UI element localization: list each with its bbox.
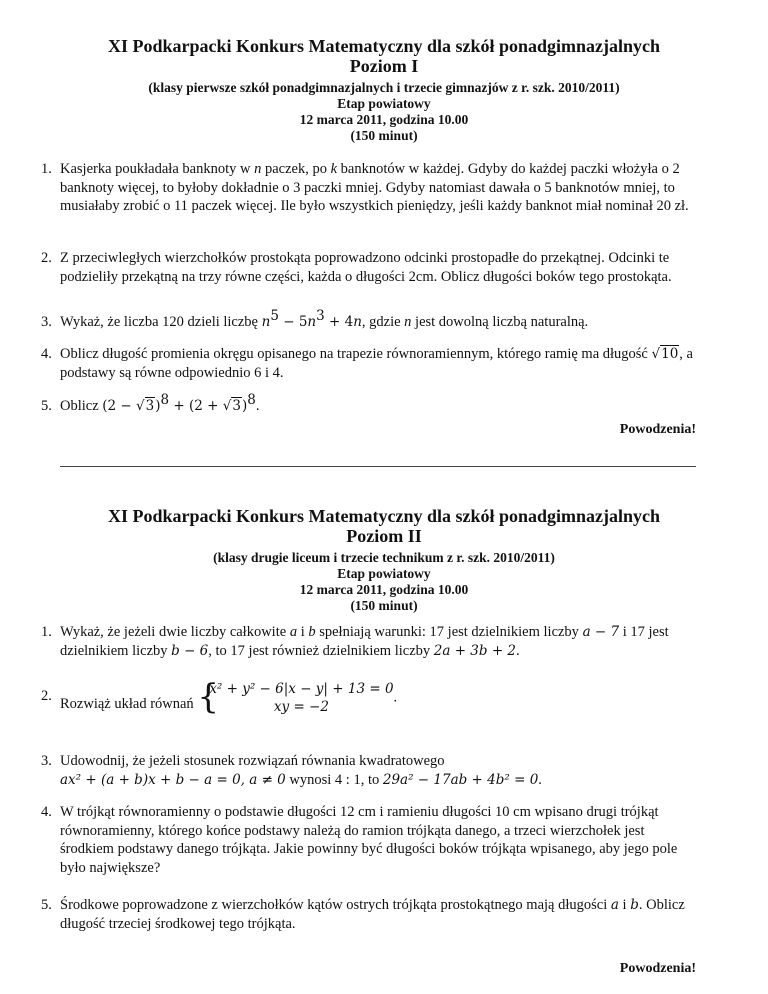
good-luck-text: Powodzenia! bbox=[619, 422, 696, 437]
duration-label: (150 minut) bbox=[350, 598, 418, 613]
level-heading: Poziom II bbox=[346, 526, 422, 546]
classes-note: (klasy pierwsze szkół ponadgimnazjalnych i trzecie gimnazjów z r. szk. 2010/2011) bbox=[148, 80, 620, 95]
level-heading: Poziom I bbox=[349, 56, 419, 76]
section-divider bbox=[60, 466, 696, 467]
task-4: 4. W trójkąt równoramienny o podstawie długości 12 cm i ramieniu długości 10 cm wpisano drugi trójkąt równoramienny, którego końce podstawy należą do ramion trójkąta danego, a trzeci wierzchołek jest środkiem podstawy danego trójkąta. Jakie powinny być długości boków trójkąta wpisanego, aby jego pole było największe? bbox=[41, 804, 678, 876]
contest-title: XI Podkarpacki Konkurs Matematyczny dla szkół ponadgimnazjalnych bbox=[107, 36, 661, 56]
stage-label: Etap powiatowy bbox=[337, 566, 431, 581]
task-1: 1. Kasjerka poukładała banknoty w n paczek, po k banknotów w każdej. Gdyby do każdej paczki włożyła o 2 banknoty więcej, to byłoby dokładnie o 3 paczki mniej. Gdyby natomiast dawała o 5 banknotów mniej, to musiałaby zrobić o 11 paczek więcej. Ile było wszystkich pieniędzy, jeśli każdy banknot miał nominał 20 zł. bbox=[41, 161, 689, 214]
stage-label: Etap powiatowy bbox=[337, 96, 431, 111]
level-1-section bbox=[0, 36, 768, 144]
contest-title: XI Podkarpacki Konkurs Matematyczny dla szkół ponadgimnazjalnych bbox=[107, 506, 661, 526]
task-5: 5. Oblicz $(2 - √3)^8 + (2 + √3)^8$. bbox=[41, 392, 260, 414]
duration-label: (150 minut) bbox=[350, 128, 418, 143]
classes-note: (klasy drugie liceum i trzecie technikum z r. szk. 2010/2011) bbox=[213, 550, 555, 565]
date-label: 12 marca 2011, godzina 10.00 bbox=[299, 112, 469, 127]
task-3: 3. Udowodnij, że jeżeli stosunek rozwiązań równania kwadratowego ax² + (a + b)x + b − a = 0, a ≠ 0 wynosi 4 : 1, to 29a² − 17ab + 4b² = 0. bbox=[41, 753, 542, 788]
task-1: 1. Wykaż, że jeżeli dwie liczby całkowite a i b spełniają warunki: 17 jest dzielnikiem liczby a − 7 i 17 jest dzielnikiem liczby b − 6, to 17 jest również dzielnikiem liczby 2a + 3b + 2. bbox=[41, 624, 669, 659]
task-2: 2. Rozwiąż układ równań { x² + y² − 6|x − y| + 13 = 0 xy = −2 . bbox=[41, 677, 398, 717]
good-luck-text: Powodzenia! bbox=[619, 961, 696, 976]
level-2-section bbox=[0, 506, 768, 614]
equation-system: { x² + y² − 6|x − y| + 13 = 0 xy = −2 bbox=[197, 677, 394, 717]
task-3: 3. Wykaż, że liczba 120 dzieli liczbę $n^5 - 5n^3 + 4n$, gdzie n jest dowolną liczbą naturalną. bbox=[41, 308, 589, 330]
task-5: 5. Środkowe poprowadzone z wierzchołków kątów ostrych trójkąta prostokątnego mają długości a i b. Oblicz długość trzeciej środkowej tego trójkąta. bbox=[41, 897, 685, 932]
task-4: 4. Oblicz długość promienia okręgu opisanego na trapezie równoramiennym, którego ramię ma długość √10, a podstawy są równe odpowiednio 6 i 4. bbox=[41, 346, 693, 381]
date-label: 12 marca 2011, godzina 10.00 bbox=[299, 582, 469, 597]
task-2: 2. Z przeciwległych wierzchołków prostokąta poprowadzono odcinki prostopadłe do przekątnej. Odcinki te podzieliły przekątną na trzy równe części, każda o długości 2cm. Oblicz długości boków tego prostokąta. bbox=[41, 250, 672, 285]
